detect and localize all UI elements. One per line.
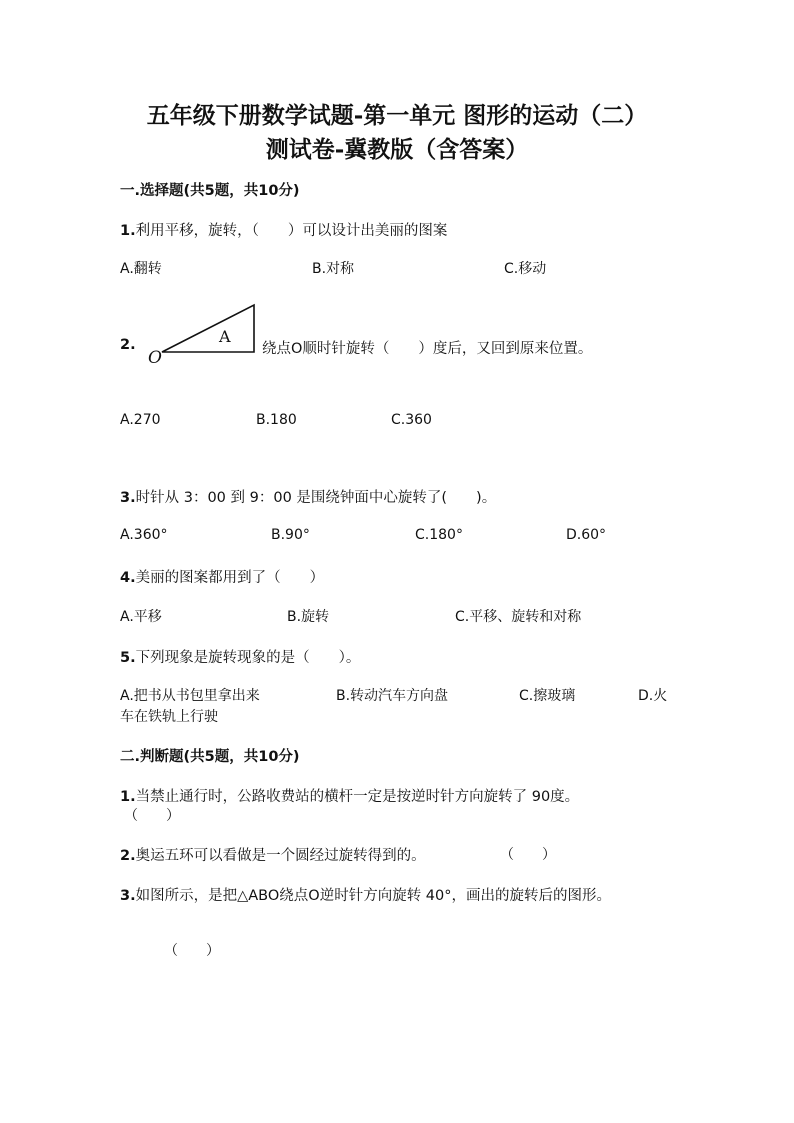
option-c: C.移动 [504,261,547,277]
page-subtitle: 测试卷-冀教版（含答案） [265,136,529,163]
question-text: 时针从 3：00 到 9：00 是围绕钟面中心旋转了( )。 [135,490,497,506]
choice-question-3 [120,486,496,507]
option-b: B.180 [256,412,297,428]
option-c: C.360 [391,412,432,428]
question-text: 奥运五环可以看做是一个圆经过旋转得到的。 [135,848,426,864]
option-c: C.180° [415,527,463,543]
question-number: 1. [120,789,136,805]
question-number: 5. [120,650,136,666]
judgment-question-2 [120,844,426,865]
option-d-continuation: 车在铁轨上行驶 [120,709,218,725]
option-b: B.旋转 [287,609,330,625]
choice-question-4 [120,566,324,587]
section-heading-judgment: 二.判断题(共5题，共10分) [120,749,300,765]
question-number: 3. [120,490,136,506]
shape-label-a: A [219,327,231,346]
option-d: D.60° [566,527,607,543]
judgment-question-1 [120,785,579,806]
choice-question-2-number [120,337,136,353]
option-a: A.平移 [120,609,162,625]
question-text: 利用平移，旋转，（ ）可以设计出美丽的图案 [135,223,448,239]
choice-question-5 [120,646,360,667]
question-text: 绕点O顺时针旋转（ ）度后，又回到原来位置。 [262,341,593,357]
question-number: 2. [120,337,136,353]
option-c: C.擦玻璃 [519,688,576,704]
option-b: B.对称 [312,261,355,277]
triangle-figure [146,300,260,366]
answer-blank: （ ） [164,943,220,959]
question-text: 如图所示，是把△ABO绕点O逆时针方向旋转 40°，画出的旋转后的图形。 [135,888,612,904]
vertex-label-o: O [148,348,162,366]
page-title: 五年级下册数学试题-第一单元 图形的运动（二） [146,102,648,129]
question-text: 当禁止通行时，公路收费站的横杆一定是按逆时针方向旋转了 90度。 [135,789,580,805]
question-number: 2. [120,848,136,864]
option-a: A.把书从书包里拿出来 [120,688,260,704]
question-number: 3. [120,888,136,904]
choice-question-1 [120,219,447,240]
question-text: 下列现象是旋转现象的是（ ）。 [135,650,361,666]
option-c: C.平移、旋转和对称 [455,609,582,625]
question-number: 4. [120,570,136,586]
answer-blank: （ ） [500,847,556,863]
option-a: A.270 [120,412,161,428]
option-b: B.90° [271,527,310,543]
question-text: 美丽的图案都用到了（ ） [135,570,325,586]
judgment-question-3 [120,884,611,905]
section-heading-choice: 一.选择题(共5题，共10分) [120,183,300,199]
option-d: D.火 [638,688,668,704]
option-a: A.翻转 [120,261,162,277]
answer-blank: （ ） [124,808,180,824]
option-a: A.360° [120,527,168,543]
question-number: 1. [120,223,136,239]
option-b: B.转动汽车方向盘 [336,688,449,704]
